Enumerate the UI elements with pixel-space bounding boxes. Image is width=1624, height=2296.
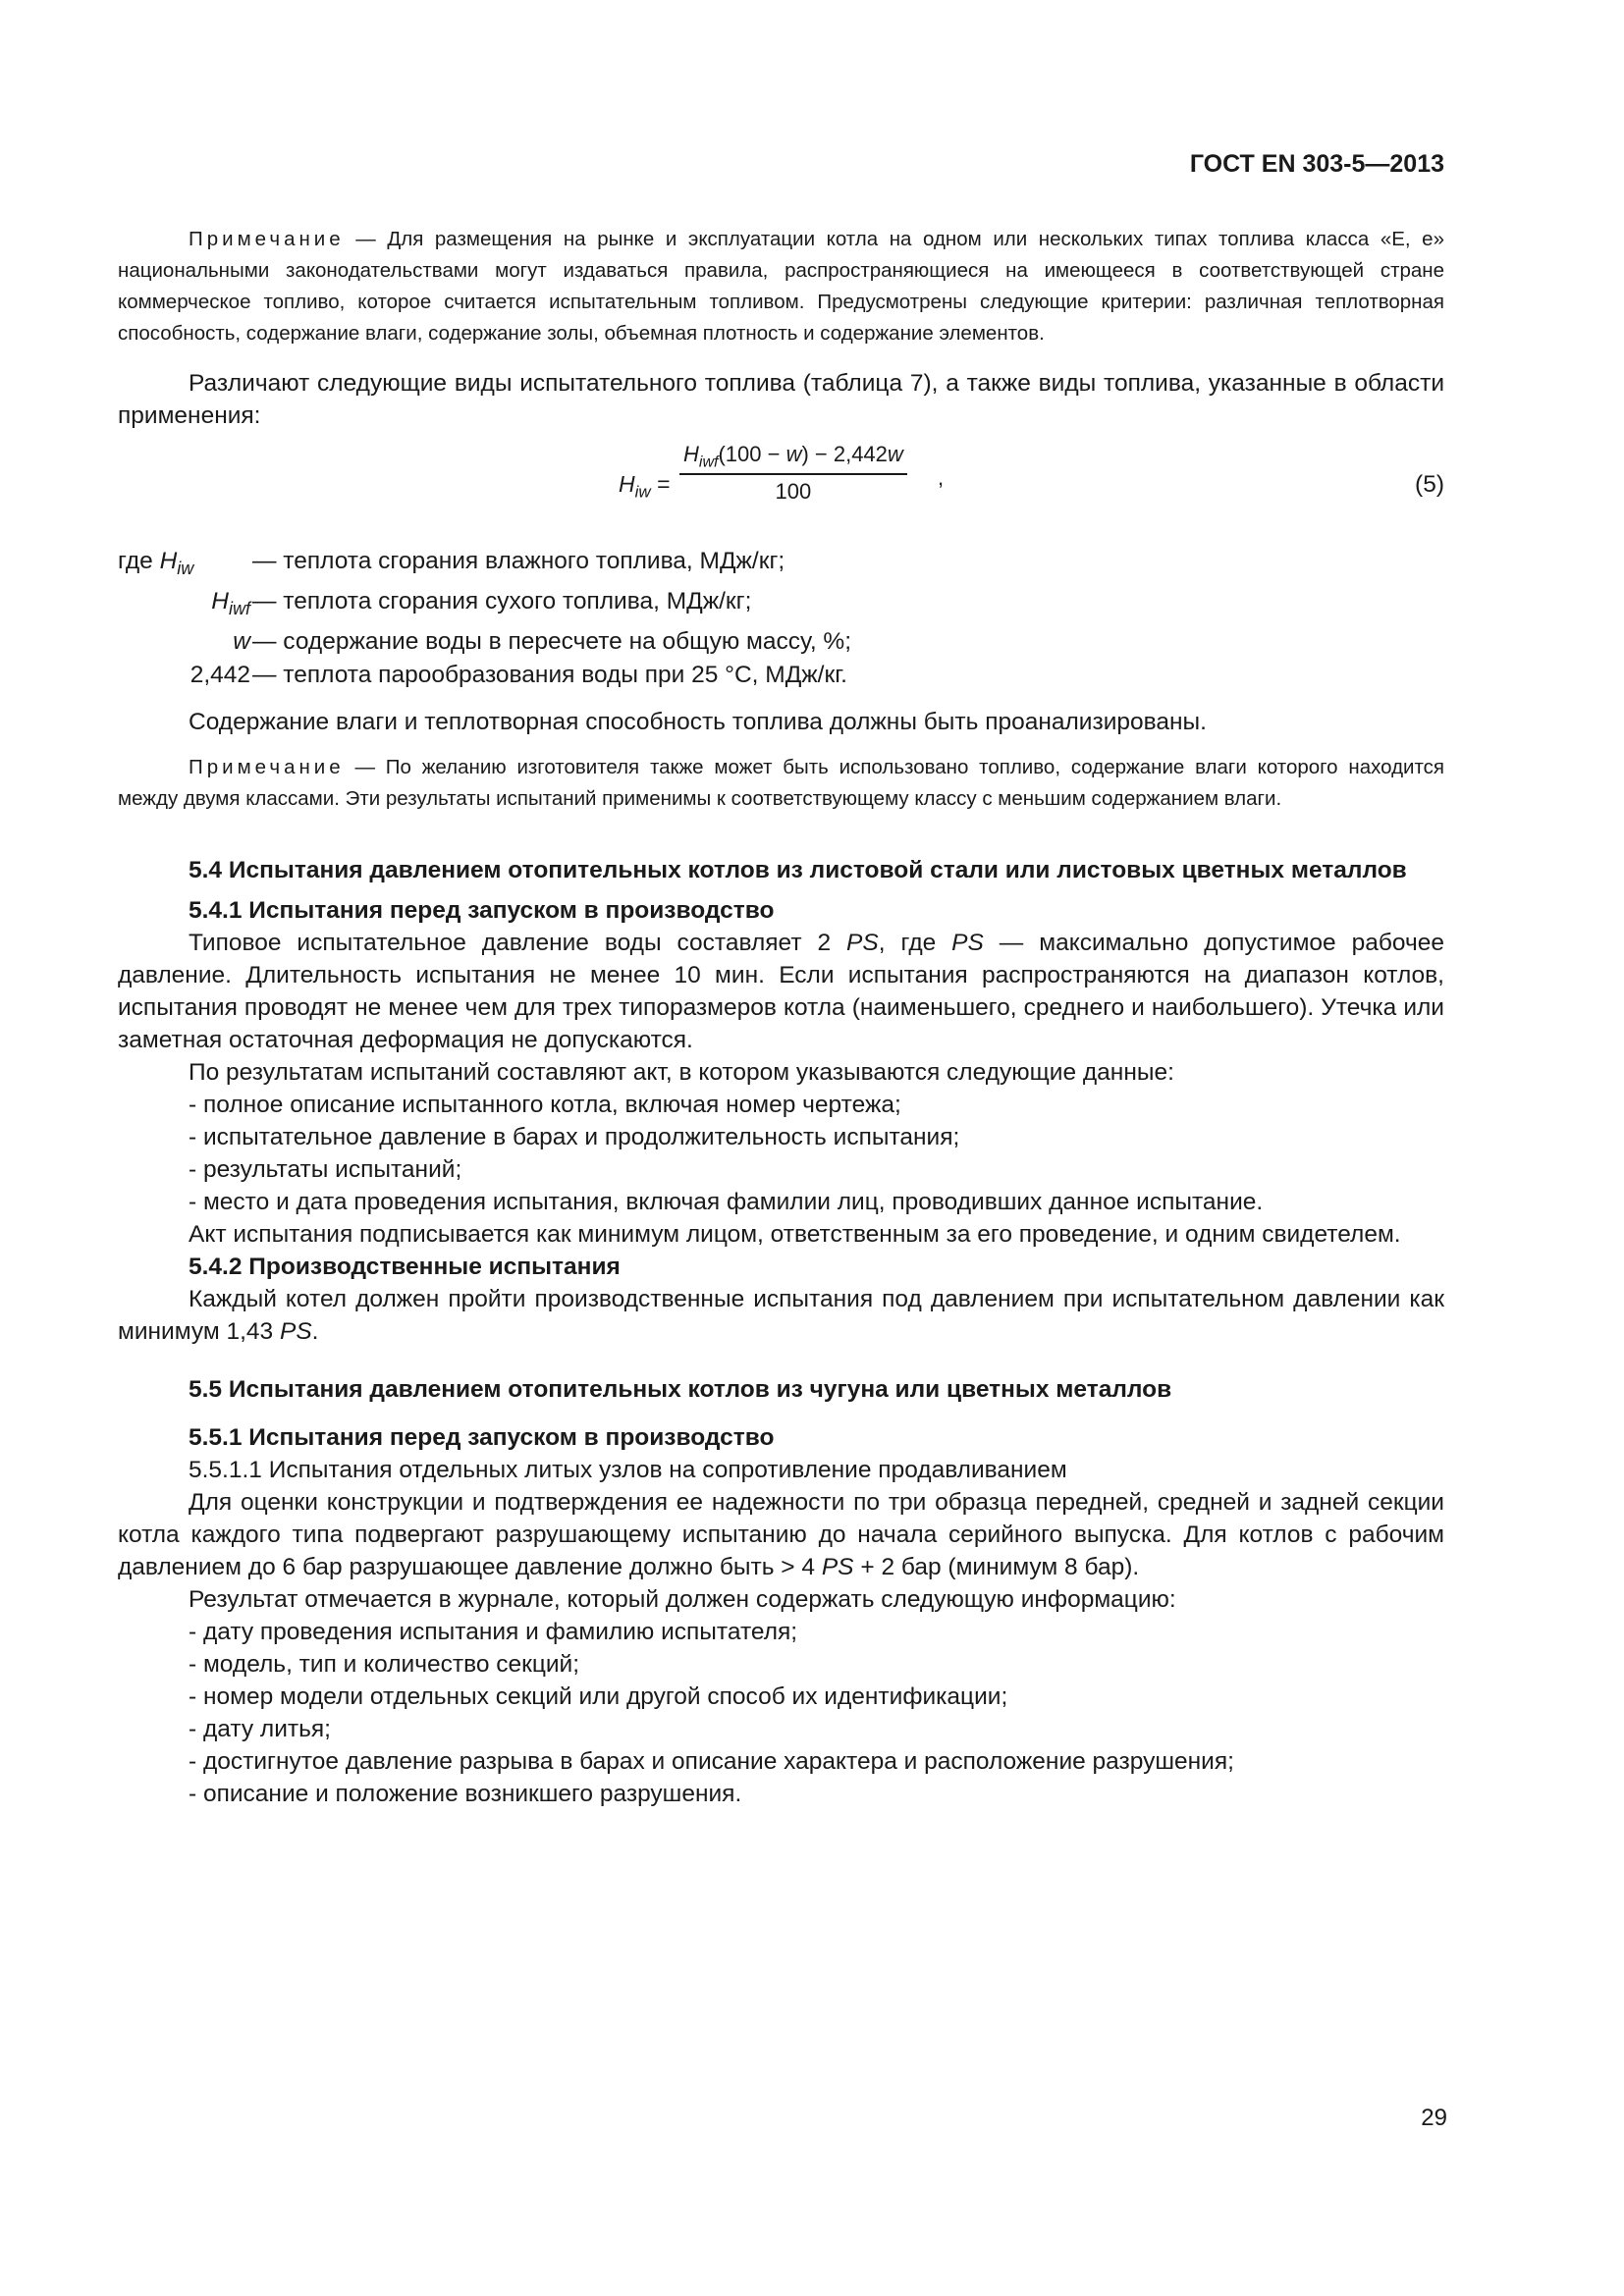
list-item: - испытательное давление в барах и продолжительность испытания;	[189, 1123, 960, 1150]
document-header: ГОСТ EN 303-5—2013	[1189, 150, 1444, 178]
formula-comma: ,	[938, 465, 945, 490]
definition-row: где $H_{iw}$ — теплота сгорания влажного топлива, МДж/кг;	[118, 548, 785, 578]
formula-denominator: 100	[775, 479, 812, 505]
paragraph-fuel-types: Различают следующие виды испытательного топлива (таблица 7), а также виды топлива, указанные в области применения:	[118, 370, 1444, 429]
note-text: — Для размещения на рынке и эксплуатации котла на одном или нескольких типах топлива класса «Е, е» национальными законодательствами могут издаваться правила, распространяющиеся на имеющееся в соответствующей стране коммерческое топливо, которое считается испытательным топливом. Предусмотрены следующие критерии: различная теплотворная способность, содержание влаги, содержание золы, объемная плотность и содержание элементов.	[118, 228, 1444, 345]
list-item: - полное описание испытанного котла, включая номер чертежа;	[189, 1091, 901, 1118]
paragraph-5-4-1: Типовое испытательное давление воды составляет 2 PS, где PS — максимально допустимое рабочее давление. Длительность испытания не менее 10 мин. Если испытания распространяются на диапазон котлов, испытания проводят не менее чем для трех типоразмеров котла (наименьшего, среднего и наибольшего). Утечка или заметная остаточная деформация не допускаются.	[118, 929, 1444, 1053]
section-5-4-1-title: 5.4.1 Испытания перед запуском в производство	[189, 896, 775, 924]
definition-row: w — содержание воды в пересчете на общую массу, %;	[233, 627, 852, 655]
formula-definitions	[118, 545, 1444, 692]
note-2	[118, 752, 1444, 815]
paragraph-5-4-2: Каждый котел должен пройти производственные испытания под давлением при испытательном давлении как минимум 1,43 PS.	[118, 1285, 1444, 1345]
definition-row: 2,442 — теплота парообразования воды при 25 °С, МДж/кг.	[189, 661, 847, 688]
section-5-5-1-title: 5.5.1 Испытания перед запуском в производство	[189, 1423, 775, 1451]
paragraph-5-5-1-1: 5.5.1.1 Испытания отдельных литых узлов на сопротивление продавливанием	[189, 1456, 1067, 1483]
formula-number: (5)	[1415, 471, 1444, 498]
paragraph-report: По результатам испытаний составляют акт, в котором указываются следующие данные:	[189, 1058, 1174, 1086]
list-item: - дату проведения испытания и фамилию испытателя;	[189, 1618, 798, 1645]
section-5-5-title: 5.5 Испытания давлением отопительных котлов из чугуна или цветных металлов	[189, 1375, 1172, 1403]
page-content	[118, 224, 1444, 1810]
section-5-4-title: 5.4 Испытания давлением отопительных котлов из листовой стали или листовых цветных металлов	[189, 856, 1407, 883]
list-report-data	[118, 1089, 1444, 1218]
list-item: - дату литья;	[189, 1715, 331, 1742]
list-item: - описание и положение возникшего разрушения.	[189, 1780, 742, 1807]
list-item: - достигнутое давление разрыва в барах и описание характера и расположение разрушения;	[189, 1747, 1234, 1775]
note-label: Примечание	[189, 228, 345, 250]
formula-numerator: $H_{iwf}(100 - w) - 2,442w$	[679, 442, 907, 475]
section-5-4-2-title: 5.4.2 Производственные испытания	[189, 1253, 621, 1280]
paragraph-moisture: Содержание влаги и теплотворная способность топлива должны быть проанализированы.	[189, 708, 1207, 735]
list-journal-data	[118, 1616, 1444, 1810]
list-item: - модель, тип и количество секций;	[189, 1650, 580, 1678]
formula-fraction	[679, 442, 907, 505]
paragraph-5-5-1-1-text: Для оценки конструкции и подтверждения ее надежности по три образца передней, средней и задней секции котла каждого типа подвергают разрушающему испытанию до начала серийного выпуска. Для котлов с рабочим давлением до 6 бар разрушающее давление должно быть > 4 PS + 2 бар (минимум 8 бар).	[118, 1488, 1444, 1580]
paragraph-journal: Результат отмечается в журнале, который должен содержать следующую информацию:	[189, 1585, 1176, 1613]
note-text: — По желанию изготовителя также может быть использовано топливо, содержание влаги которого находится между двумя классами. Эти результаты испытаний применимы к соответствующему классу с меньшим содержанием влаги.	[118, 755, 1444, 810]
definition-row: $H_{iwf}$ — теплота сгорания сухого топлива, МДж/кг;	[211, 587, 752, 618]
list-item: - номер модели отдельных секций или другой способ их идентификации;	[189, 1682, 1008, 1710]
formula-5	[118, 442, 1444, 535]
note-1	[118, 224, 1444, 349]
page-number: 29	[1421, 2105, 1447, 2131]
note-label: Примечание	[189, 755, 345, 778]
list-item: - результаты испытаний;	[189, 1155, 462, 1183]
list-item: - место и дата проведения испытания, включая фамилии лиц, проводивших данное испытание.	[189, 1188, 1264, 1215]
formula-lhs: $H_{iw}$ =	[619, 471, 671, 502]
paragraph-signature: Акт испытания подписывается как минимум лицом, ответственным за его проведение, и одним свидетелем.	[189, 1220, 1401, 1248]
